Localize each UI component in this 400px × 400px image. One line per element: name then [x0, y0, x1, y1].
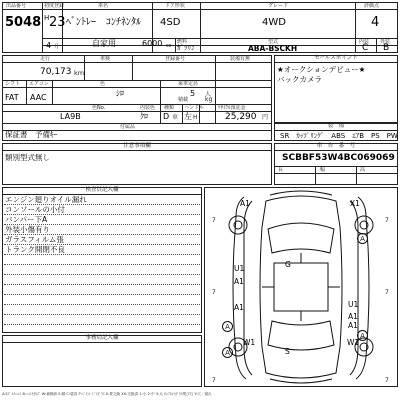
mark-a1-right: A1 [348, 312, 358, 321]
notes-title: 注意事項欄 [123, 143, 151, 149]
mileage: 70,173 [40, 67, 72, 77]
exterior-grade: B [383, 43, 390, 53]
color-label: 色 [100, 81, 106, 87]
mileage-label: 走行 [40, 56, 51, 62]
sales-point-title: セールスポイント [314, 55, 358, 61]
name-label: 車名 [98, 3, 109, 9]
inspection-label: 車検 [100, 56, 111, 62]
recycle-unit: 円 [262, 114, 269, 121]
damage-legend: A:ｷｽﾞ U:ﾍｺﾐ B:ﾍｺﾐ付ｷｽﾞ W:補修跡 S:錆 C:腐食 P:ﾍﾟｲﾝﾄ ﾄﾞｱｶﾞﾗｽ X:要交換 XX:交換済 1:小 2:中 3:大 G:ﾌﾛﾝﾄｶﾞﾗｽ飛び石 Y:穴・割れ [2, 392, 212, 396]
tire-marker: 7 [385, 217, 389, 224]
inspector-line: コンソールの小付 [5, 205, 65, 214]
inspector-line: トランク開閉不良 [5, 245, 65, 254]
mark-g-windshield: G [285, 260, 291, 269]
interior-label: 内装 [359, 39, 370, 45]
remarks-title: 事務局記入欄 [85, 335, 119, 341]
mark-w1-rear-left: W1 [243, 338, 256, 347]
doors: 4SD [160, 17, 181, 28]
mark-a-rear-left-low: A [222, 347, 233, 358]
equipment-check-label: 装備有無 [230, 56, 251, 62]
height-label: 高 [360, 167, 366, 173]
mark-s-rear: S [285, 347, 290, 356]
load-label: 積載 [178, 97, 189, 103]
mark-w1-rear-right: W1 [347, 338, 360, 347]
handle: 左 [184, 112, 192, 121]
tire-marker: 7 [212, 217, 216, 224]
tire-marker: 7 [212, 377, 216, 384]
inspector-line: 外装小傷有り [5, 225, 50, 234]
interior-grade: C [362, 43, 369, 53]
capacity-unit: 人 [205, 91, 212, 98]
score-label: 評価点 [364, 3, 380, 9]
exterior-label: 外装 [380, 39, 391, 45]
color: ｼﾛ [116, 89, 124, 98]
cc-unit: cc [166, 43, 172, 49]
mark-a-rear-left-wheel: A [222, 321, 233, 332]
tire-marker: 7 [385, 377, 389, 384]
equipment-title: 装 備 [327, 123, 345, 129]
mark-a-rear-right-wheel: A [357, 330, 368, 341]
chassis-number: SCBBF53W4BC069069 [282, 153, 395, 163]
capacity: 5 [190, 89, 196, 98]
usage: 自家用 [92, 39, 116, 48]
mark-a1-front-left: A1 [240, 199, 250, 208]
ac-label: エアコン [29, 81, 49, 87]
inspector-line: エンジン廻りオイル漏れ [5, 195, 87, 204]
year-label: 初度登録 [44, 3, 65, 9]
era: H [44, 14, 50, 22]
interior-color: ｸﾛ [140, 112, 148, 121]
model: ABA-BSCKH [248, 44, 298, 53]
type-unit: 車 [172, 114, 179, 121]
shift-label: シフト [5, 81, 21, 87]
registration-label: 登録番号 [165, 56, 186, 62]
accessories-label: 付属品 [120, 124, 136, 130]
year: 23 [49, 15, 66, 30]
inspector-title: 検査員記入欄 [85, 187, 119, 193]
mark-a1-left-low: A1 [234, 303, 244, 312]
month-unit: 月 [54, 44, 60, 50]
sales-line-2: バックカメラ [277, 75, 322, 84]
tire-marker: 7 [212, 289, 216, 296]
mark-a-front-right-wheel: A [357, 233, 368, 244]
color-no-label: 色No. [92, 105, 106, 111]
width-label: 幅 [320, 167, 326, 173]
shift: FAT [5, 93, 19, 102]
recycle-label: ﾘｻｲｸﾙ預託金 [218, 105, 246, 111]
car-diagram [204, 187, 398, 387]
displacement: 6000 [142, 39, 163, 48]
color-number: LA9B [60, 112, 81, 121]
mark-u1-right: U1 [348, 300, 359, 309]
handle-unit: H [193, 114, 198, 121]
mark-x1-front-right: X1 [350, 199, 360, 208]
grade-label: グレード [268, 3, 289, 9]
car-name: ﾍﾞﾝﾄﾚｰ ｺﾝﾁﾈﾝﾀﾙ [66, 17, 141, 28]
fuel: ｶﾞｿﾘﾝ [177, 44, 195, 52]
score: 4 [371, 15, 380, 30]
interior-color-label: 内装色 [140, 105, 156, 111]
notes-text: 類別型式無し [5, 153, 50, 162]
chassis-title: 車 台 番 号 [316, 143, 356, 149]
recycle-fee: 25,290 [225, 112, 257, 122]
mark-u1-left: U1 [234, 264, 245, 273]
sales-line-1: ★オークションデビュー★ [277, 65, 366, 74]
equipment-items: SR ｶｯﾌﾟﾘﾝｸﾞ ABS ｴｱB PS PW [280, 132, 398, 140]
load-unit: kg [205, 96, 213, 103]
accessories: 保証書 予備ｷｰ [5, 130, 58, 139]
fuel-label: 燃料 [177, 39, 188, 45]
type-label: 種類 [164, 105, 175, 111]
length-label: 長 [278, 167, 284, 173]
body-type: D [163, 112, 170, 121]
doors-label: ドア形状 [165, 3, 185, 9]
month: 4 [46, 41, 52, 50]
handle-label: ハンドル [184, 105, 205, 111]
tire-marker: 7 [385, 289, 389, 296]
inspector-line: ガラスフィルム張 [5, 235, 64, 244]
inspector-line: バンパー下A [5, 215, 48, 224]
mileage-unit: km [74, 69, 85, 77]
lot-number: 5048 [5, 15, 42, 30]
air-conditioner: AAC [30, 93, 47, 102]
grade: 4WD [262, 17, 286, 28]
model-label: 型式 [268, 39, 279, 45]
mark-a1-left-mid: A1 [234, 277, 244, 286]
mark-a1-rear-right: A1 [348, 321, 358, 330]
lot-label: 出品番号 [6, 3, 27, 9]
capacity-label: 乗車定員 [178, 81, 199, 87]
